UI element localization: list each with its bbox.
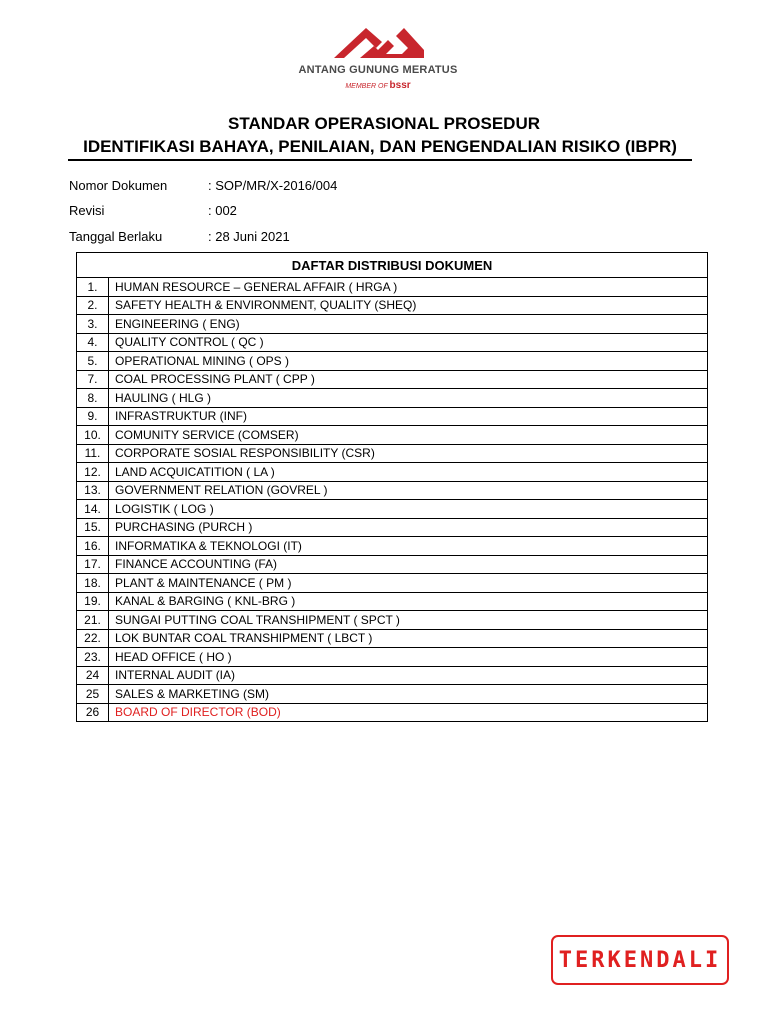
row-department: OPERATIONAL MINING ( OPS ) <box>109 352 708 371</box>
row-number: 24 <box>77 666 109 685</box>
table-row <box>77 555 708 574</box>
table-row <box>77 315 708 334</box>
row-number: 9. <box>77 407 109 426</box>
mountain-logo-icon <box>330 20 426 62</box>
row-department: KANAL & BARGING ( KNL-BRG ) <box>109 592 708 611</box>
member-prefix: MEMBER OF <box>345 83 388 90</box>
table-row <box>77 389 708 408</box>
tanggal-berlaku-label: Tanggal Berlaku <box>69 229 163 244</box>
tanggal-berlaku-value: : 28 Juni 2021 <box>208 229 290 244</box>
row-number: 2. <box>77 296 109 315</box>
row-department: LAND ACQUICATITION ( LA ) <box>109 463 708 482</box>
table-row <box>77 296 708 315</box>
row-department: COMUNITY SERVICE (COMSER) <box>109 426 708 445</box>
row-department: COAL PROCESSING PLANT ( CPP ) <box>109 370 708 389</box>
distribution-table-header: DAFTAR DISTRIBUSI DOKUMEN <box>77 253 708 278</box>
row-number: 19. <box>77 592 109 611</box>
row-number: 16. <box>77 537 109 556</box>
nomor-dokumen-value: : SOP/MR/X-2016/004 <box>208 178 338 193</box>
row-number: 12. <box>77 463 109 482</box>
row-number: 25 <box>77 685 109 704</box>
table-row <box>77 333 708 352</box>
row-department: HAULING ( HLG ) <box>109 389 708 408</box>
row-number: 1. <box>77 278 109 297</box>
table-row <box>77 407 708 426</box>
row-number: 13. <box>77 481 109 500</box>
row-number: 8. <box>77 389 109 408</box>
revisi-value: : 002 <box>208 203 237 218</box>
row-department: HEAD OFFICE ( HO ) <box>109 648 708 667</box>
row-number: 23. <box>77 648 109 667</box>
row-number: 14. <box>77 500 109 519</box>
revisi-label: Revisi <box>69 203 105 218</box>
company-logo <box>288 20 468 96</box>
row-number: 26 <box>77 703 109 722</box>
row-department: INFRASTRUKTUR (INF) <box>109 407 708 426</box>
table-row <box>77 685 708 704</box>
company-name: ANTANG GUNUNG MERATUS <box>298 64 458 76</box>
row-department: PLANT & MAINTENANCE ( PM ) <box>109 574 708 593</box>
table-row <box>77 426 708 445</box>
row-department: SAFETY HEALTH & ENVIRONMENT, QUALITY (SHEQ) <box>109 296 708 315</box>
table-row <box>77 518 708 537</box>
distribution-table-body <box>77 278 708 722</box>
document-title: STANDAR OPERASIONAL PROSEDUR <box>227 114 540 133</box>
row-number: 11. <box>77 444 109 463</box>
row-department: INFORMATIKA & TEKNOLOGI (IT) <box>109 537 708 556</box>
row-department: ENGINEERING ( ENG) <box>109 315 708 334</box>
row-number: 18. <box>77 574 109 593</box>
row-number: 10. <box>77 426 109 445</box>
row-department: CORPORATE SOSIAL RESPONSIBILITY (CSR) <box>109 444 708 463</box>
row-department: SALES & MARKETING (SM) <box>109 685 708 704</box>
row-number: 5. <box>77 352 109 371</box>
terkendali-stamp: TERKENDALI <box>551 935 729 985</box>
table-row <box>77 278 708 297</box>
row-number: 15. <box>77 518 109 537</box>
row-department: LOK BUNTAR COAL TRANSHIPMENT ( LBCT ) <box>109 629 708 648</box>
row-department: QUALITY CONTROL ( QC ) <box>109 333 708 352</box>
member-brand: bssr <box>389 80 411 91</box>
table-row <box>77 592 708 611</box>
row-number: 21. <box>77 611 109 630</box>
row-department: INTERNAL AUDIT (IA) <box>109 666 708 685</box>
row-number: 7. <box>77 370 109 389</box>
nomor-dokumen-label: Nomor Dokumen <box>69 178 168 193</box>
table-row <box>77 648 708 667</box>
row-number: 3. <box>77 315 109 334</box>
table-row <box>77 703 708 722</box>
table-row <box>77 611 708 630</box>
row-department: GOVERNMENT RELATION (GOVREL ) <box>109 481 708 500</box>
row-department: PURCHASING (PURCH ) <box>109 518 708 537</box>
row-number: 17. <box>77 555 109 574</box>
row-department: SUNGAI PUTTING COAL TRANSHIPMENT ( SPCT ) <box>109 611 708 630</box>
row-department: LOGISTIK ( LOG ) <box>109 500 708 519</box>
table-row <box>77 463 708 482</box>
table-row <box>77 500 708 519</box>
document-subtitle: IDENTIFIKASI BAHAYA, PENILAIAN, DAN PENGENDALIAN RISIKO (IBPR) <box>68 137 692 161</box>
row-number: 4. <box>77 333 109 352</box>
table-row <box>77 629 708 648</box>
member-of-label <box>288 80 468 91</box>
table-row <box>77 574 708 593</box>
table-row <box>77 370 708 389</box>
row-department: BOARD OF DIRECTOR (BOD) <box>109 703 708 722</box>
table-row <box>77 537 708 556</box>
table-row <box>77 481 708 500</box>
row-department: FINANCE ACCOUNTING (FA) <box>109 555 708 574</box>
table-row <box>77 444 708 463</box>
table-row <box>77 352 708 371</box>
row-number: 22. <box>77 629 109 648</box>
row-department: HUMAN RESOURCE – GENERAL AFFAIR ( HRGA ) <box>109 278 708 297</box>
distribution-table <box>76 252 708 722</box>
table-row <box>77 666 708 685</box>
